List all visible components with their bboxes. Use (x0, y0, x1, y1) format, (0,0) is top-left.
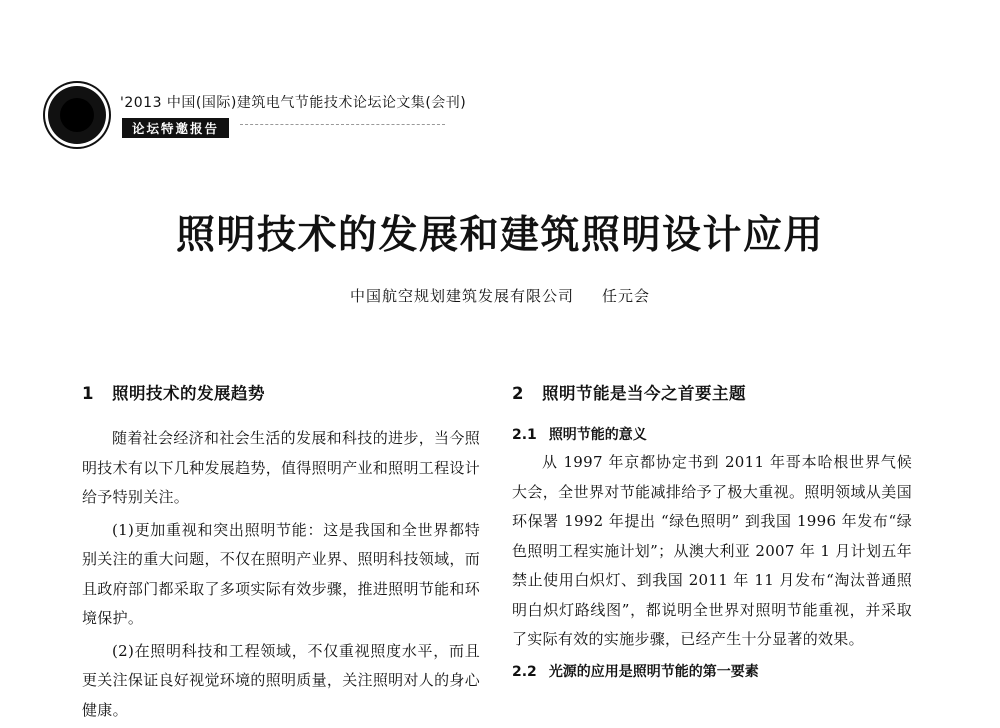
right-column (512, 380, 912, 685)
section-title: 照明技术的发展趋势 (111, 384, 265, 403)
section-title: 照明节能是当今之首要主题 (541, 384, 746, 403)
paragraph: 随着社会经济和社会生活的发展和科技的进步，当今照明技术有以下几种发展趋势，值得照明产业和照明工程设计给予特别关注。 (82, 429, 480, 506)
section-number: 1 (82, 384, 94, 403)
subsection-title: 照明节能的意义 (548, 427, 647, 443)
author-affiliation: 中国航空规划建筑发展有限公司 (349, 287, 574, 305)
paragraph: 从 1997 年京都协定书到 2011 年哥本哈根世界气候大会，全世界对节能减排给予了极大重视。照明领域从美国环保署 1992 年提出 “绿色照明” 到我国 1996 年发布“绿色照明工程实施计划”；从澳大利亚 2007 年 1 月计划五年禁止使用白炽灯、到我国 2011 年 11 月发布“淘汰普通照明白炽灯路线图”，都说明全世界对照明节能重视，并采取了实际有效的实施步骤，已经产生十分显著的效果。 (512, 453, 912, 648)
conference-emblem-icon (48, 86, 106, 144)
section-badge: 论坛特邀报告 (122, 118, 229, 138)
author-name: 任元会 (602, 287, 651, 305)
section-2-heading (512, 380, 912, 404)
subsection-number: 2.1 (512, 427, 537, 443)
subsection-number: 2.2 (512, 663, 537, 680)
subsection-2-1-heading (512, 424, 912, 444)
left-column (82, 380, 480, 728)
header-divider (240, 124, 445, 125)
section-1-heading (82, 380, 480, 404)
subsection-title: 光源的应用是照明节能的第一要素 (548, 663, 759, 680)
subsection-2-2-heading (512, 661, 912, 681)
section-number: 2 (512, 384, 524, 403)
paragraph: (2)在照明科技和工程领域，不仅重视照度水平，而且更关注保证良好视觉环境的照明质量，关注照明对人的身心健康。 (82, 641, 480, 719)
author-line (0, 285, 1000, 306)
journal-header: '2013 中国(国际)建筑电气节能技术论坛论文集(会刊) (120, 95, 467, 111)
paper-title: 照明技术的发展和建筑照明设计应用 (175, 213, 824, 258)
paragraph: (1)更加重视和突出照明节能：这是我国和全世界都特别关注的重大问题，不仅在照明产业界、照明科技领域，而且政府部门都采取了多项实际有效步骤，推进照明节能和环境保护。 (82, 520, 480, 627)
